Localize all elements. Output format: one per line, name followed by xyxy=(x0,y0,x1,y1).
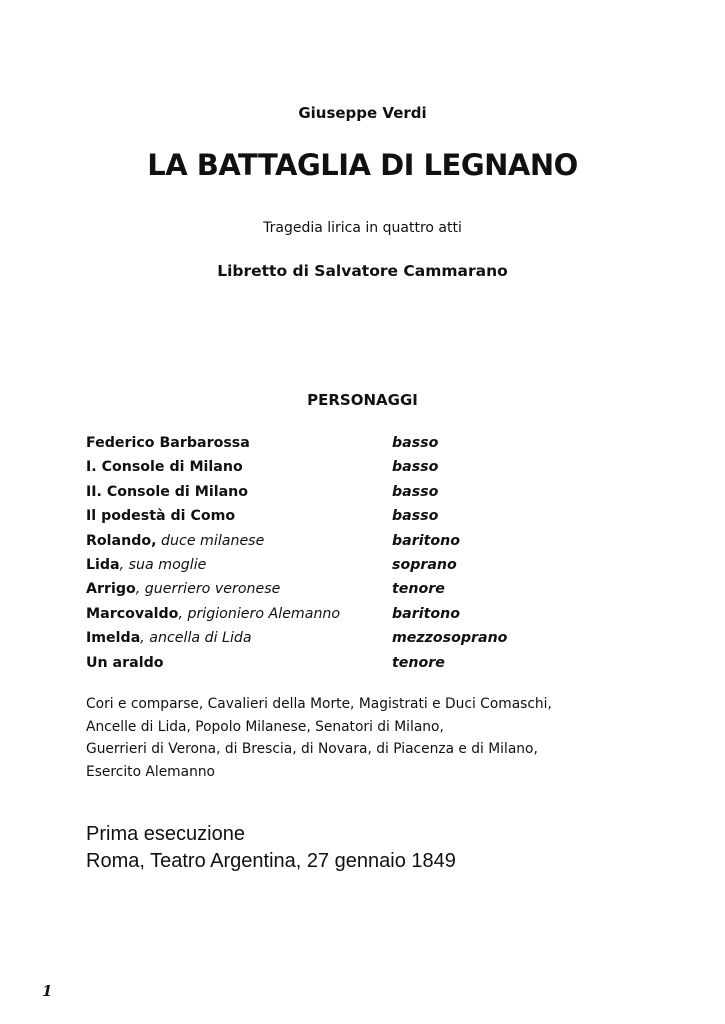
cast-list xyxy=(86,433,646,677)
premiere-label: Prima esecuzione xyxy=(86,823,245,845)
page-title: LA BATTAGLIA DI LEGNANO xyxy=(147,148,578,182)
role-name: Federico Barbarossa xyxy=(86,435,250,451)
voice-type: basso xyxy=(392,435,439,451)
role-description: , guerriero veronese xyxy=(135,581,281,598)
page-number: 1 xyxy=(42,982,53,1000)
role-name: Arrigo xyxy=(86,581,136,598)
cast-row xyxy=(86,653,646,677)
voice-type: tenore xyxy=(392,654,445,671)
voice-type: basso xyxy=(392,508,439,525)
premiere-details: Roma, Teatro Argentina, 27 gennaio 1849 xyxy=(86,850,456,872)
cast-row xyxy=(86,579,646,603)
author: Giuseppe Verdi xyxy=(298,104,427,122)
voice-type: basso xyxy=(392,459,439,476)
chorus-line: Cori e comparse, Cavalieri della Morte, Magistrati e Duci Comaschi, xyxy=(86,696,552,712)
cast-row xyxy=(86,604,646,628)
cast-row xyxy=(86,457,646,481)
role-name: I. Console di Milano xyxy=(86,459,243,476)
role-name: Lida xyxy=(86,556,120,573)
voice-type: baritono xyxy=(392,532,460,549)
role-description: , sua moglie xyxy=(119,556,207,573)
subtitle: Tragedia lirica in quattro atti xyxy=(263,220,462,236)
premiere-info xyxy=(86,821,686,875)
role-name: II. Console di Milano xyxy=(86,483,248,500)
voice-type: baritono xyxy=(392,605,460,622)
chorus-line: Esercito Alemanno xyxy=(86,763,216,780)
role-name: Il podestà di Como xyxy=(86,508,236,525)
voice-type: mezzosoprano xyxy=(392,630,508,647)
role-description: , ancella di Lida xyxy=(140,630,252,647)
voice-type: basso xyxy=(392,483,439,500)
role-description: duce milanese xyxy=(156,532,265,549)
chorus-line: Guerrieri di Verona, di Brescia, di Novara, di Piacenza e di Milano, xyxy=(86,741,538,757)
role-name: Marcovaldo xyxy=(86,605,179,622)
cast-row xyxy=(86,506,646,530)
chorus-line: Ancelle di Lida, Popolo Milanese, Senatori di Milano, xyxy=(86,718,444,735)
cast-row xyxy=(86,555,646,579)
role-name: Rolando, xyxy=(86,532,157,549)
cast-row xyxy=(86,628,646,652)
role-description: , prigioniero Alemanno xyxy=(178,605,341,622)
cast-row xyxy=(86,531,646,555)
role-name: Imelda xyxy=(86,630,141,647)
voice-type: tenore xyxy=(392,581,445,598)
librettist: Libretto di Salvatore Cammarano xyxy=(217,262,508,280)
voice-type: soprano xyxy=(392,556,457,573)
role-name: Un araldo xyxy=(86,654,164,671)
chorus-paragraph xyxy=(86,693,686,783)
cast-row xyxy=(86,482,646,506)
cast-row xyxy=(86,433,646,457)
cast-heading: PERSONAGGI xyxy=(307,391,418,409)
